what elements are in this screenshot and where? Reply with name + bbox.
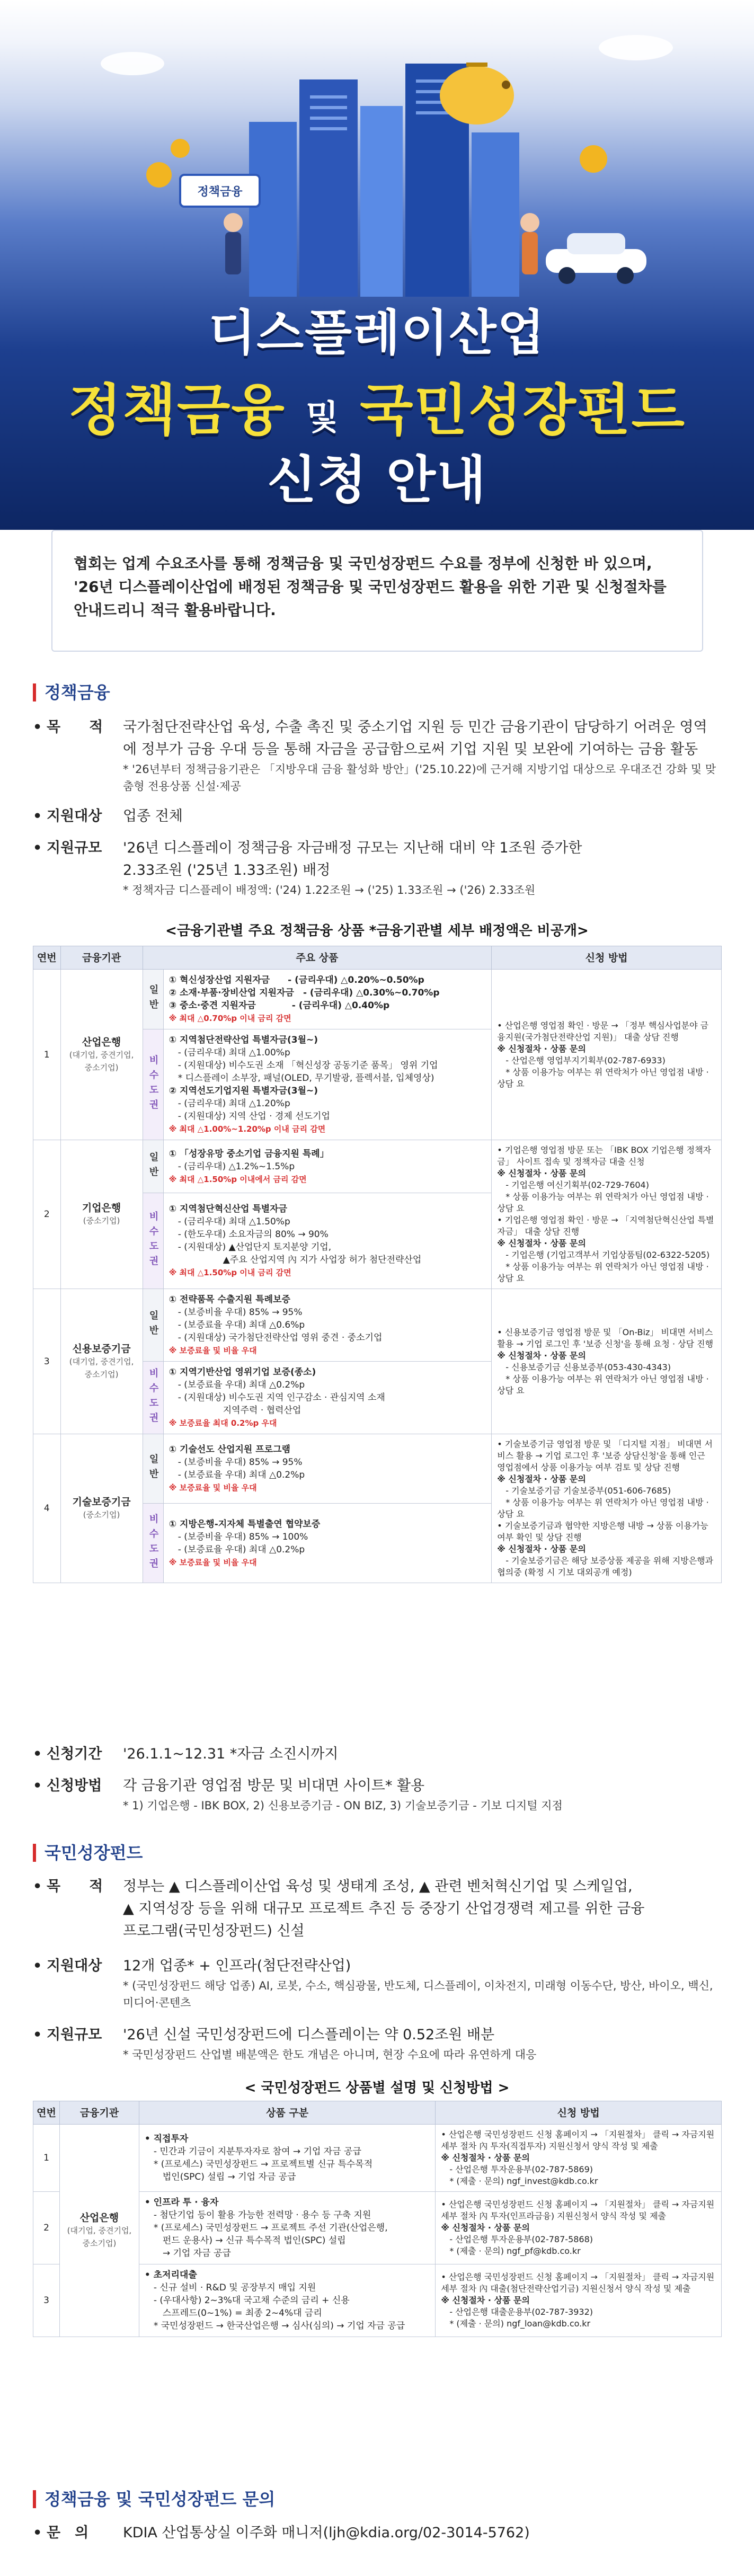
bank-scope: (중소기업) (83, 1216, 120, 1225)
method-cell (492, 1289, 722, 1434)
product-line: - (금리우대) 최대 △1.00%p (168, 1047, 290, 1058)
method-line: - 산업은행 대출운용부(02-787-3932) (441, 2307, 593, 2317)
product-category: 일반 (143, 1434, 163, 1504)
purpose-body (123, 716, 716, 795)
product-category: 일반 (143, 970, 163, 1029)
product-cell (163, 1362, 492, 1434)
product-cell (163, 1140, 492, 1193)
scale-text: 2.33조원 ('25년 1.33조원) 배정 (123, 862, 331, 878)
target-label: 지원대상 (47, 808, 102, 824)
purpose-note: * '26년부터 정책금융기관은 「지방우대 금융 활성화 방안」('25.10.22)에 근거해 지방기업 대상으로 우대조건 강화 및 맞춤형 전용상품 신설·제공 (123, 763, 716, 793)
th-product: 상품 구분 (139, 2101, 435, 2125)
section-heading-fund: 국민성장펀드 (33, 1844, 143, 1862)
method-line: - 산업은행 투자운용부(02-787-5869) (441, 2164, 593, 2174)
method-body (123, 1775, 716, 1814)
scale-label: 지원규모 (47, 2027, 102, 2043)
policy-table (33, 946, 722, 1583)
scale-body (123, 837, 716, 899)
row-number: 2 (33, 2192, 60, 2264)
bank-name-text: 산업은행 (79, 2212, 119, 2224)
method-cell (436, 2264, 722, 2337)
product-line: - (보증비율 우대) 85% → 95% (168, 1457, 303, 1468)
bank-name (59, 2125, 139, 2337)
method-line: - 산업은행 투자운용부(02-787-5868) (441, 2234, 593, 2244)
purpose-text: ▲ 지역성장 등을 위해 대규모 프로젝트 추진 등 중장기 산업경쟁력 제고를 위한 금융 (123, 1900, 645, 1917)
product-cell (163, 1029, 492, 1140)
product-line: 법인(SPC) 설립 → 기업 자금 공급 (144, 2172, 296, 2182)
product-note: ※ 보증료율 최대 0.2%p 우대 (168, 1418, 277, 1428)
scale-label: 지원규모 (47, 840, 102, 856)
product-line: ① 지방은행-지자체 특별출연 협약보증 (168, 1518, 321, 1530)
table-row (33, 1434, 722, 1504)
hero-illustration (0, 0, 754, 297)
product-line: 지역주력 · 협력산업 (168, 1405, 301, 1416)
contact-text: KDIA 산업통상실 이주화 매니저(ljh@kdia.org/02-3014-5762) (123, 2525, 530, 2541)
hero-title-fund: 국민성장펀드 (360, 378, 686, 442)
target-label: 지원대상 (47, 1958, 102, 1974)
method-cell (436, 2125, 722, 2192)
row-number: 1 (33, 970, 61, 1140)
th-method: 신청 방법 (436, 2101, 722, 2125)
purpose-label: 목 적 (47, 719, 103, 735)
th-bank: 금융기관 (60, 946, 143, 970)
table-row (33, 2125, 722, 2192)
product-category: 일반 (143, 1289, 163, 1362)
product-cell (139, 2192, 435, 2264)
policy-purpose (33, 716, 722, 793)
hero-title-line3: 신청 안내 (267, 450, 487, 510)
product-cell (139, 2125, 435, 2192)
target-text: 12개 업종* + 인프라(첨단전략산업) (123, 1958, 351, 1974)
period-text: '26.1.1~12.31 *자금 소진시까지 (123, 1746, 339, 1762)
product-line: • 초저리대출 (144, 2270, 197, 2280)
method-line: ※ 신청절차 · 상품 문의 (441, 2153, 530, 2163)
fund-target (33, 1955, 722, 2013)
bullet: • (33, 808, 42, 824)
product-line: - (지원대상) 비수도권 지역 인구감소 · 관심지역 소재 (168, 1392, 385, 1403)
scale-note: * 국민성장펀드 산업별 배분액은 한도 개념은 아니며, 현장 수요에 따라 유연하게 대응 (123, 2048, 537, 2061)
bullet: • (33, 1878, 42, 1895)
method-line: • 신용보증기금 영업점 방문 및 「On-Biz」 비대면 서비스 활용 → 기업 로그인 후 '보증 신청'을 통해 요청 · 상담 진행 (497, 1327, 714, 1349)
intro-line: 안내드리니 적극 활용바랍니다. (74, 601, 276, 619)
product-cell (163, 1289, 492, 1362)
product-line: - (보증료율 우대) 최대 △0.2%p (168, 1380, 305, 1390)
product-line: 스프레드(0~1%) = 최종 2~4%대 금리 (144, 2308, 322, 2319)
method-line: * 상품 이용가능 여부는 위 연락처가 아닌 영업점 내방 · 상담 요 (497, 1373, 709, 1396)
product-note: ※ 최대 △1.50%p 이내에서 금리 감면 (168, 1174, 307, 1184)
section-heading-contact: 정책금융 및 국민성장펀드 문의 (33, 2490, 275, 2508)
th-bank: 금융기관 (59, 2101, 139, 2125)
row-number: 3 (33, 2264, 60, 2337)
product-line: ③ 중소·중견 지원자금 - (금리우대) △0.40%p (168, 1000, 390, 1011)
method-line: * (제출 · 문의) ngf_pf@kdb.co.kr (441, 2246, 581, 2256)
bank-name-text: 산업은행 (82, 1036, 121, 1048)
bank-name-text: 기술보증기금 (72, 1496, 131, 1508)
scale-body (123, 2024, 716, 2063)
method-cell (436, 2192, 722, 2264)
method-cell (492, 970, 722, 1140)
purpose-body (123, 1876, 716, 1942)
hero-title-and: 및 (306, 398, 340, 438)
purpose-text: 정부는 ▲ 디스플레이산업 육성 및 생태계 조성, ▲ 관련 벤처혁신기업 및 스케일업, (123, 1878, 633, 1895)
purpose-label: 목 적 (47, 1878, 103, 1895)
product-line: ② 소재·부품·장비산업 지원자금 - (금리우대) △0.30%~0.70%p (168, 988, 440, 998)
contact-label: 문 의 (47, 2525, 89, 2541)
policy-period (33, 1743, 722, 1765)
th-product: 주요 상품 (143, 946, 492, 970)
method-line: ※ 신청절차 · 상품 문의 (441, 2295, 530, 2305)
product-category: 비수도권 (143, 1029, 163, 1140)
product-line: * (프로세스) 국민성장펀드 → 프로젝트 주선 기관(산업은행, (144, 2223, 388, 2233)
purpose-text: 국가첨단전략산업 육성, 수출 촉진 및 중소기업 지원 등 민간 금융기관이 담당하기 어려운 영역에 정부가 금융 우대 등을 통해 자금을 공급함으로써 기업 지원 및 보완에 기여하는 금융 활동 (123, 719, 707, 758)
bullet: • (33, 719, 42, 735)
product-line: - (보증료율 우대) 최대 △0.2%p (168, 1544, 305, 1555)
bank-name-text: 기업은행 (82, 1202, 121, 1214)
table-header-row (33, 946, 722, 970)
bank-name (60, 1140, 143, 1289)
bullet: • (33, 2027, 42, 2043)
intro-line: 협회는 업계 수요조사를 통해 정책금융 및 국민성장펀드 수요를 정부에 신청한 바 있으며, (74, 555, 652, 572)
product-line: → 기업 자금 공급 (144, 2248, 231, 2259)
product-category: 비수도권 (143, 1193, 163, 1289)
method-cell (492, 1140, 722, 1289)
product-line: ▲주요 산업지역 內 지가 사업장 허가 첨단전략산업 (168, 1255, 422, 1266)
contact-row (33, 2522, 722, 2544)
target-text: 업종 전체 (123, 808, 183, 824)
product-line: - (금리우대) 최대 △1.50%p (168, 1216, 290, 1228)
th-num: 연번 (33, 2101, 60, 2125)
method-line: • 기업은행 영업점 확인 · 방문 → 「지역첨단혁신산업 특별자금」 대출 상담 진행 (497, 1215, 714, 1237)
product-line: - (지원대상) 비수도권 소재 「혁신성장 공동기준 품목」 영위 기업 (168, 1060, 438, 1071)
method-line: ※ 신청절차 · 상품 문의 (497, 1238, 586, 1248)
product-line: 펀드 운용사) → 신규 특수목적 법인(SPC) 설립 (144, 2235, 346, 2246)
method-line: • 기술보증기금 영업점 방문 및 「디지털 지점」 비대면 서비스 활용 → 기업 로그인 후 '보증 상담신청'을 통해 인근 영업점에서 상품 이용가능 여부 검토 및 상담 진행 (497, 1439, 713, 1472)
product-category: 일반 (143, 1140, 163, 1193)
bank-scope: (대기업, 중견기업, 중소기업) (69, 1356, 134, 1379)
method-line: - 기업은행 여신기획부(02-729-7604) (497, 1180, 649, 1190)
policy-target (33, 805, 722, 828)
product-line: * (프로세스) 국민성장펀드 → 프로젝트별 신규 특수목적 (144, 2159, 373, 2170)
bank-name (60, 1289, 143, 1434)
method-line: ※ 신청절차 · 상품 문의 (497, 1043, 586, 1054)
method-line: • 산업은행 영업점 확인 · 방문 → 「정부 핵심사업분야 금융지원(국가첨단전략산업 지원)」 대출 상담 진행 (497, 1020, 709, 1042)
method-text: 각 금융기관 영업점 방문 및 비대면 사이트* 활용 (123, 1778, 425, 1794)
method-line: * 상품 이용가능 여부는 위 연락처가 아닌 영업점 내방 · 상담 요 (497, 1192, 709, 1213)
fund-table (33, 2101, 722, 2337)
scale-note: * 정책자금 디스플레이 배정액: ('24) 1.22조원 → ('25) 1.33조원 → ('26) 2.33조원 (123, 884, 536, 896)
bank-name (60, 1434, 143, 1583)
product-category: 비수도권 (143, 1504, 163, 1583)
product-line: • 직접투자 (144, 2134, 189, 2144)
product-line: - (지원대상) ▲산업단지 토지분양 기업, (168, 1242, 332, 1253)
fund-purpose (33, 1876, 722, 1944)
method-line: ※ 신청절차 · 상품 문의 (497, 1168, 586, 1178)
row-number: 1 (33, 2125, 60, 2192)
fund-scale (33, 2024, 722, 2066)
intro-line: '26년 디스플레이산업에 배정된 정책금융 및 국민성장펀드 활용을 위한 기관 및 신청절차를 (74, 578, 667, 596)
method-label: 신청방법 (47, 1778, 102, 1794)
hero-title-line2 (0, 366, 754, 445)
product-note: ※ 보증료율 및 비율 우대 (168, 1483, 257, 1493)
product-line: - (한도우대) 소요자금의 80% → 90% (168, 1229, 329, 1240)
product-line: * 디스플레이 소부장, 패널(OLED, 무기발광, 플렉서블, 입체영상) (168, 1073, 434, 1083)
row-number: 2 (33, 1140, 61, 1289)
product-cell (163, 1504, 492, 1583)
th-method: 신청 방법 (492, 946, 722, 970)
bullet: • (33, 840, 42, 856)
product-note: ※ 최대 △0.70%p 이내 금리 감면 (168, 1014, 291, 1023)
product-line: ② 지역선도기업지원 특별자금(3월~) (168, 1086, 318, 1096)
row-number: 3 (33, 1289, 61, 1434)
product-line: * 국민성장펀드 → 한국산업은행 → 심사(심의) → 기업 자금 공급 (144, 2321, 405, 2331)
product-line: ① 지역기반산업 영위기업 보증(종소) (168, 1367, 316, 1378)
product-line: ① 기술선도 산업지원 프로그램 (168, 1444, 290, 1455)
product-line: - 신규 설비 · R&D 및 공장부지 매입 지원 (144, 2282, 316, 2293)
policy-table-title: <금융기관별 주요 정책금융 상품 *금융기관별 세부 배정액은 비공개> (165, 923, 589, 939)
fund-table-title: < 국민성장펀드 상품별 설명 및 신청방법 > (244, 2080, 510, 2096)
product-line: - (보증비율 우대) 85% → 100% (168, 1531, 308, 1542)
product-line: ① 혁신성장산업 지원자금 - (금리우대) △0.20%~0.50%p (168, 975, 424, 985)
bullet: • (33, 2525, 42, 2541)
method-line: * 상품 이용가능 여부는 위 연락처가 아닌 영업점 내방 · 상담 요 (497, 1067, 709, 1089)
method-line: • 산업은행 국민성장펀드 신청 홈페이지 → 「지원절차」 클릭 → 자금지원 세부 절차 內 투자(직접투자) 지원신청서 양식 작성 및 제출 (441, 2129, 715, 2151)
method-line: - 기술보증기금 기술보증부(051-606-7685) (497, 1486, 671, 1496)
target-body (123, 1955, 716, 2011)
method-line: * 상품 이용가능 여부는 위 연락처가 아닌 영업점 내방 · 상담 요 (497, 1497, 709, 1519)
product-line: - (보증비율 우대) 85% → 95% (168, 1307, 303, 1318)
product-line: ① 지역첨단혁신산업 특별자금 (168, 1204, 288, 1215)
hero-sign-text: 정책금융 (197, 185, 243, 199)
product-cell (163, 970, 492, 1029)
policy-method (33, 1775, 722, 1817)
method-line: * 상품 이용가능 여부는 위 연락처가 아닌 영업점 내방 · 상담 요 (497, 1262, 709, 1283)
product-cell (139, 2264, 435, 2337)
product-line: • 인프라 투 · 융자 (144, 2197, 219, 2208)
product-category: 비수도권 (143, 1362, 163, 1434)
method-line: * (제출 · 문의) ngf_invest@kdb.co.kr (441, 2176, 598, 2186)
bank-name (60, 970, 143, 1140)
bullet: • (33, 1958, 42, 1974)
product-note: ※ 보증료율 및 비율 우대 (168, 1557, 257, 1567)
method-line: * (제출 · 문의) ngf_loan@kdb.co.kr (441, 2319, 591, 2329)
product-line: ① 「성장유망 중소기업 금융지원 특례」 (168, 1148, 329, 1159)
method-note: * 1) 기업은행 - IBK BOX, 2) 신용보증기금 - ON BIZ, 3) 기술보증기금 - 기보 디지털 지점 (123, 1799, 563, 1812)
method-line: - 신용보증기금 신용보증부(053-430-4343) (497, 1362, 671, 1372)
product-line: - 첨단기업 등이 활용 가능한 전력망 · 용수 등 구축 지원 (144, 2210, 371, 2220)
section-heading-policy: 정책금융 (33, 683, 110, 701)
table-row (33, 970, 722, 1029)
product-line: ① 전략품목 수출지원 특례보증 (168, 1294, 290, 1305)
product-line: - (보증료율 우대) 최대 △0.6%p (168, 1320, 305, 1330)
method-line: - 기업은행 (기업고객부서 기업상품팀(02-6322-5205) (497, 1250, 710, 1260)
method-line: - 산업은행 영업부지기획부(02-787-6933) (497, 1055, 666, 1065)
table-row (33, 1289, 722, 1362)
row-number: 4 (33, 1434, 61, 1583)
table-row (33, 1140, 722, 1193)
bank-scope: (중소기업) (83, 1510, 120, 1520)
target-note: * (국민성장펀드 해당 업종) AI, 로봇, 수소, 핵심광물, 반도체, 디스플레이, 이차전지, 미래형 이동수단, 방산, 바이오, 백신, 미디어·콘텐츠 (123, 1979, 713, 2009)
product-cell (163, 1434, 492, 1504)
hero-banner (0, 0, 754, 530)
product-line: - (지원대상) 국가첨단전략산업 영위 중견 · 중소기업 (168, 1333, 383, 1343)
method-line: • 산업은행 국민성장펀드 신청 홈페이지 → 「지원절차」 클릭 → 자금지원 세부 절차 內 투자(인프라금융) 지원신청서 양식 작성 및 제출 (441, 2199, 715, 2221)
intro-box (51, 530, 703, 652)
product-cell (163, 1193, 492, 1289)
product-note: ※ 보증료율 및 비율 우대 (168, 1346, 257, 1355)
method-line: • 산업은행 국민성장펀드 신청 홈페이지 → 「지원절차」 클릭 → 자금지원 세부 절차 內 대출(첨단전략산업기금) 지원신청서 양식 작성 및 제출 (441, 2272, 715, 2294)
method-line: • 기업은행 영업점 방문 또는 「IBK BOX 기업은행 정책자금」 사이트 접속 및 정책자금 대출 신청 (497, 1145, 712, 1167)
scale-text: '26년 디스플레이 정책금융 자금배정 규모는 지난해 대비 약 1조원 증가한 (123, 840, 582, 856)
method-line: ※ 신청절차 · 상품 문의 (497, 1350, 586, 1361)
method-cell (492, 1434, 722, 1583)
bullet: • (33, 1778, 42, 1794)
scale-text: '26년 신설 국민성장펀드에 디스플레이는 약 0.52조원 배분 (123, 2027, 495, 2043)
method-line: ※ 신청절차 · 상품 문의 (441, 2223, 530, 2233)
product-line: - (금리우대) 최대 △1.20%p (168, 1098, 290, 1109)
method-line: • 기술보증기금과 협약한 지방은행 내방 → 상품 이용가능 여부 확인 및 상담 진행 (497, 1521, 708, 1542)
policy-scale (33, 837, 722, 906)
purpose-text: 프로그램(국민성장펀드) 신설 (123, 1923, 305, 1939)
method-line: ※ 신청절차 · 상품 문의 (497, 1474, 586, 1484)
product-line: - 민간과 기금이 지분투자자로 참여 → 기업 자금 공급 (144, 2146, 361, 2157)
product-line: - (금리우대) △1.2%~1.5%p (168, 1161, 295, 1172)
product-note: ※ 최대 △1.50%p 이내 금리 감면 (168, 1268, 291, 1278)
product-line: ① 지역첨단전략산업 특별자금(3월~) (168, 1035, 318, 1045)
hero-title-line1: 디스플레이산업 (208, 305, 546, 361)
hero-title-policy: 정책금융 (68, 378, 286, 442)
bullet: • (33, 1746, 42, 1762)
product-line: - (지원대상) 지역 산업 · 경제 선도기업 (168, 1111, 330, 1122)
method-line: ※ 신청절차 · 상품 문의 (497, 1544, 586, 1554)
product-line: - (우대사항) 2~3%대 국고채 수준의 금리 + 신용 (144, 2295, 350, 2306)
product-line: - (보증료율 우대) 최대 △0.2%p (168, 1470, 305, 1481)
period-label: 신청기간 (47, 1746, 102, 1762)
bank-name-text: 신용보증기금 (72, 1343, 131, 1355)
product-note: ※ 최대 △1.00%~1.20%p 이내 금리 감면 (168, 1124, 326, 1134)
bank-scope: (대기업, 중견기업, 중소기업) (67, 2226, 132, 2248)
bank-scope: (대기업, 중견기업, 중소기업) (69, 1050, 134, 1072)
th-num: 연번 (33, 946, 61, 970)
table-header-row (33, 2101, 722, 2125)
method-line: - 기술보증기금은 해당 보증상품 제공을 위해 지방은행과 협의중 (확정 시 기보 대외공개 예정) (497, 1556, 714, 1577)
